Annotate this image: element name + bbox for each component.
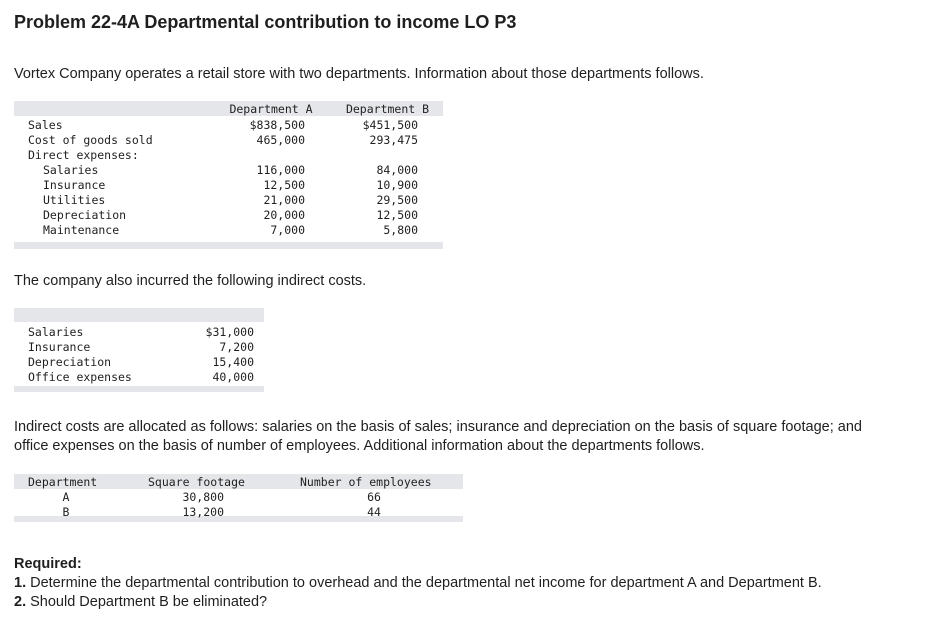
row-label: Depreciation [43,208,127,222]
header-department: Department [28,475,98,489]
intro-text: Vortex Company operates a retail store with two departments. Information about those departments follows. [14,66,704,82]
row-label: Insurance [28,340,91,354]
dept-b-value: 10,900 [376,178,418,192]
dept-a-value: 116,000 [256,163,305,177]
header-department-b: Department B [345,102,430,116]
dept-b-value: 5,800 [383,223,418,237]
allocation-table [14,474,463,522]
row-label: Insurance [43,178,106,192]
dept-a-value: 21,000 [263,193,305,207]
required-item-text: Should Department B be eliminated? [26,594,268,610]
row-label: Maintenance [43,223,120,237]
required-heading: Required: [14,556,82,572]
square-footage-value: 30,800 [182,490,224,504]
dept-a-value: $838,500 [249,118,305,132]
indirect-value: 40,000 [212,370,254,384]
indirect-value: $31,000 [205,325,254,339]
employees-value: 44 [367,505,381,519]
dept-b-value: 29,500 [376,193,418,207]
required-section [14,555,822,612]
header-number-of-employees: Number of employees [300,475,432,489]
indirect-value: 7,200 [219,340,254,354]
dept-a-value: 20,000 [263,208,305,222]
dept-a-value: 465,000 [256,133,305,147]
header-department-a: Department A [229,102,313,116]
required-item-number: 1. [14,575,27,591]
dept-b-value: $451,500 [362,118,418,132]
row-label: Office expenses [28,370,132,384]
indirect-costs-table [14,308,264,388]
row-label: Sales [28,118,63,132]
square-footage-value: 13,200 [182,505,224,519]
dept-b-value: 12,500 [376,208,418,222]
dept-a-value: 12,500 [263,178,305,192]
row-label: Salaries [28,325,84,339]
dept-b-value: 293,475 [369,133,418,147]
row-label: Direct expenses: [28,148,139,162]
header-square-footage: Square footage [148,475,245,489]
indirect-value: 15,400 [212,355,254,369]
row-label: Utilities [43,193,106,207]
row-label: Cost of goods sold [28,133,153,147]
row-label: Depreciation [28,355,112,369]
dept-id: A [62,490,70,504]
dept-b-value: 84,000 [376,163,418,177]
indirect-intro-text: The company also incurred the following indirect costs. [14,273,367,289]
required-item-text: Determine the departmental contribution to overhead and the departmental net income for department A and Department B. [26,575,822,591]
dept-id: B [62,505,70,519]
problem-title: Problem 22-4A Departmental contribution to income LO P3 [14,12,517,32]
department-table [14,101,443,249]
allocation-text-line-1: Indirect costs are allocated as follows: salaries on the basis of sales; insurance and depreciation on the basis of square footage; and [14,419,862,435]
dept-a-value: 7,000 [270,223,305,237]
row-label: Salaries [43,163,99,177]
employees-value: 66 [367,490,381,504]
required-item-number: 2. [14,594,27,610]
allocation-text-line-2: office expenses on the basis of number of employees. Additional information about the departments follows. [14,438,705,454]
